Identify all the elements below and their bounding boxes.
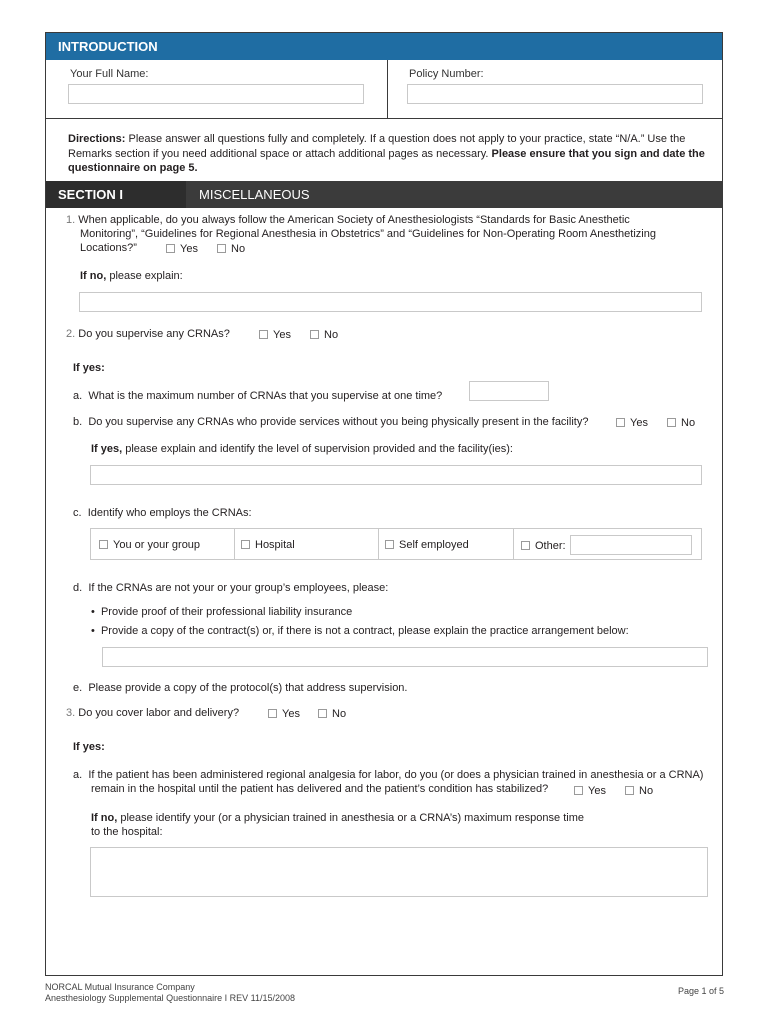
employer-other-input[interactable] bbox=[570, 535, 692, 555]
q3-yes-checkbox[interactable] bbox=[268, 709, 277, 718]
q2a-max-crnas-input[interactable] bbox=[469, 381, 549, 401]
full-name-input[interactable] bbox=[68, 84, 364, 104]
q2-number: 2. bbox=[66, 328, 76, 340]
q2b-question bbox=[73, 415, 588, 430]
q1-explain-label bbox=[80, 269, 183, 284]
q2b-letter: b. bbox=[73, 416, 83, 428]
employer-option-hospital[interactable] bbox=[241, 538, 295, 553]
q3a-response-time-input[interactable] bbox=[90, 847, 708, 897]
q2-yes-option[interactable] bbox=[259, 328, 291, 343]
q2d-bullet-1: • Provide proof of their professional liability insurance bbox=[91, 606, 353, 618]
q1-yes-option[interactable] bbox=[166, 242, 198, 257]
q2a-question bbox=[73, 389, 442, 404]
employer-divider-2 bbox=[378, 528, 379, 560]
q2-no-checkbox[interactable] bbox=[310, 330, 319, 339]
q2d-question bbox=[73, 581, 388, 596]
q2b-explain-input[interactable] bbox=[90, 465, 702, 485]
employer-divider-1 bbox=[234, 528, 235, 560]
q3a-yes-label: Yes bbox=[588, 785, 606, 797]
q2d-text: If the CRNAs are not your or your group’s employees, please: bbox=[88, 582, 389, 594]
q2-yes-label: Yes bbox=[273, 329, 291, 341]
q2d-bullet-2: • Provide a copy of the contract(s) or, if there is not a contract, please explain the practice arrangement below: bbox=[91, 625, 629, 637]
section-label: SECTION I bbox=[58, 187, 124, 202]
q2d-arrangement-input[interactable] bbox=[102, 647, 708, 667]
q3a-explain-line2: to the hospital: bbox=[91, 826, 163, 838]
q2b-yes-checkbox[interactable] bbox=[616, 418, 625, 427]
q3a-line1 bbox=[73, 768, 703, 783]
q2-text: Do you supervise any CRNAs? bbox=[78, 328, 230, 340]
q1-number: 1. bbox=[66, 214, 76, 226]
q3-text: Do you cover labor and delivery? bbox=[78, 707, 240, 719]
employer-option-self[interactable] bbox=[385, 538, 469, 553]
q3-yes-label: Yes bbox=[282, 708, 300, 720]
q3a-no-checkbox[interactable] bbox=[625, 786, 634, 795]
q2b-yes-option[interactable] bbox=[616, 416, 648, 431]
directions-text bbox=[68, 132, 708, 176]
q1-yes-label: Yes bbox=[180, 243, 198, 255]
q2b-explain-label bbox=[91, 442, 513, 457]
policy-number-label: Policy Number: bbox=[409, 68, 484, 80]
q2-question bbox=[66, 327, 230, 342]
q2c-text: Identify who employs the CRNAs: bbox=[87, 507, 252, 519]
q2e-question bbox=[73, 681, 407, 696]
employer-self-label: Self employed bbox=[399, 539, 469, 551]
q2c-question bbox=[73, 506, 252, 521]
q2e-letter: e. bbox=[73, 682, 83, 694]
q2b-no-option[interactable] bbox=[667, 416, 695, 431]
employer-other-checkbox[interactable] bbox=[521, 541, 530, 550]
q3a-yes-checkbox[interactable] bbox=[574, 786, 583, 795]
q2b-text: Do you supervise any CRNAs who provide services without you being physically present in the facility? bbox=[88, 416, 589, 428]
name-row-divider bbox=[387, 60, 388, 118]
q3a-line2: remain in the hospital until the patient has delivered and the patient’s condition has stabilized? bbox=[91, 783, 549, 795]
employer-other-label: Other: bbox=[535, 540, 566, 552]
q2b-explain-text: please explain and identify the level of supervision provided and the facility(ies): bbox=[122, 443, 513, 455]
q3a-no-option[interactable] bbox=[625, 784, 653, 799]
q3a-explain-lead: If no, bbox=[91, 812, 118, 824]
q2e-text: Please provide a copy of the protocol(s) that address supervision. bbox=[88, 682, 408, 694]
footer-page-number: Page 1 of 5 bbox=[678, 986, 725, 996]
q1-no-label: No bbox=[231, 243, 246, 255]
employer-hospital-label: Hospital bbox=[255, 539, 295, 551]
q1-explain-input[interactable] bbox=[79, 292, 702, 312]
q3-no-label: No bbox=[332, 708, 347, 720]
footer-form-id: Anesthesiology Supplemental Questionnaire I REV 11/15/2008 bbox=[45, 993, 295, 1003]
footer-company: NORCAL Mutual Insurance Company bbox=[45, 982, 195, 992]
q1-yes-checkbox[interactable] bbox=[166, 244, 175, 253]
q3a-explain-text-1: please identify your (or a physician trained in anesthesia or a CRNA’s) maximum response time bbox=[117, 812, 584, 824]
q1-explain-lead: If no, bbox=[80, 270, 107, 282]
full-name-label: Your Full Name: bbox=[70, 68, 149, 80]
q2d-bullet-2-text: Provide a copy of the contract(s) or, if there is not a contract, please explain the practice arrangement below: bbox=[100, 625, 629, 637]
q2d-bullet-1-text: Provide proof of their professional liability insurance bbox=[100, 606, 353, 618]
employer-option-group[interactable] bbox=[99, 538, 200, 553]
section-title: MISCELLANEOUS bbox=[199, 187, 310, 202]
q2-no-label: No bbox=[324, 329, 339, 341]
q1-line3: Locations?” bbox=[80, 242, 137, 254]
q2d-letter: d. bbox=[73, 582, 83, 594]
q3-if-yes: If yes: bbox=[73, 741, 105, 753]
q3a-text-1: If the patient has been administered regional analgesia for labor, do you (or does a physician trained in anesthesia or a CRNA) bbox=[88, 769, 704, 781]
q2-yes-checkbox[interactable] bbox=[259, 330, 268, 339]
q2-no-option[interactable] bbox=[310, 328, 338, 343]
q3-no-checkbox[interactable] bbox=[318, 709, 327, 718]
directions-emphasis: Please ensure that you sign and date the questionnaire on page 5. bbox=[68, 147, 705, 174]
q2c-letter: c. bbox=[73, 507, 82, 519]
q2a-text: What is the maximum number of CRNAs that you supervise at one time? bbox=[88, 390, 443, 402]
q3-number: 3. bbox=[66, 707, 76, 719]
q3a-explain-line1 bbox=[91, 811, 584, 826]
q1-no-option[interactable] bbox=[217, 242, 245, 257]
employer-option-other[interactable] bbox=[521, 539, 566, 554]
q3a-no-label: No bbox=[639, 785, 654, 797]
q1-line2: Monitoring”, “Guidelines for Regional Anesthesia in Obstetrics” and “Guidelines for Non-Operating Room Anesthetizing bbox=[80, 228, 656, 240]
q1-line1 bbox=[66, 213, 630, 228]
q2-if-yes: If yes: bbox=[73, 362, 105, 374]
q2b-explain-lead: If yes, bbox=[91, 443, 123, 455]
employer-hospital-checkbox[interactable] bbox=[241, 540, 250, 549]
q2a-letter: a. bbox=[73, 390, 83, 402]
q3-question bbox=[66, 706, 239, 721]
directions-body: Please answer all questions fully and completely. If a question does not apply to your practice, state “N/A.” Use the Remarks section if you need additional space or attach additional pages as necessary. bbox=[68, 133, 686, 160]
q1-explain-text: please explain: bbox=[106, 270, 183, 282]
q2b-yes-label: Yes bbox=[630, 417, 648, 429]
employer-group-label: You or your group bbox=[113, 539, 201, 551]
policy-number-input[interactable] bbox=[407, 84, 703, 104]
directions-lead: Directions: bbox=[68, 133, 126, 145]
q1-no-checkbox[interactable] bbox=[217, 244, 226, 253]
q3-no-option[interactable] bbox=[318, 707, 346, 722]
q3a-yes-option[interactable] bbox=[574, 784, 606, 799]
introduction-header: INTRODUCTION bbox=[46, 33, 722, 60]
q2b-no-label: No bbox=[681, 417, 696, 429]
q3a-letter: a. bbox=[73, 769, 83, 781]
q2b-no-checkbox[interactable] bbox=[667, 418, 676, 427]
q1-text-1: When applicable, do you always follow the American Society of Anesthesiologists “Standards for Basic Anesthetic bbox=[78, 214, 630, 226]
q3-yes-option[interactable] bbox=[268, 707, 300, 722]
employer-self-checkbox[interactable] bbox=[385, 540, 394, 549]
employer-divider-3 bbox=[513, 528, 514, 560]
employer-group-checkbox[interactable] bbox=[99, 540, 108, 549]
